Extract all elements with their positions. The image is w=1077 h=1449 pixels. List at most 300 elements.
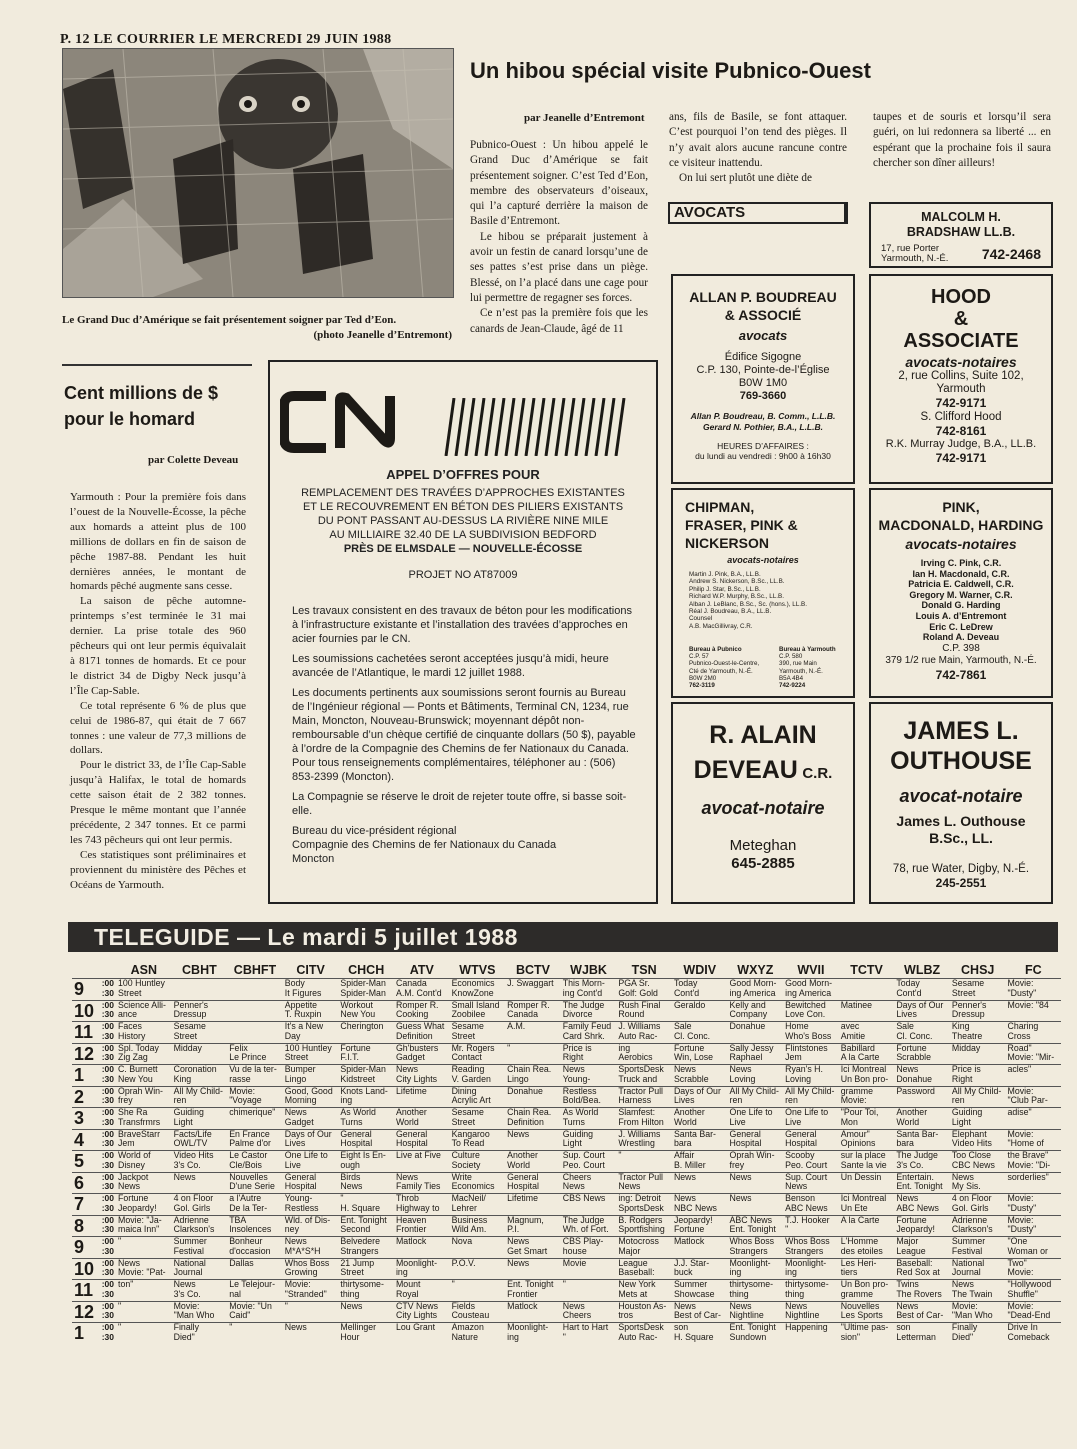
schedule-row [72,1280,1061,1302]
program-cell [116,1280,172,1302]
program-line: De la Ter- [229,1202,268,1213]
program-cell [783,1280,839,1302]
program-cell [894,1022,950,1044]
program-cell [116,1108,172,1130]
chipman-role: avocats-notaires [727,555,799,565]
program-cell [172,1172,228,1194]
program-line: "Hollywood [1007,1279,1052,1289]
program-line: Major [618,1245,641,1256]
program-cell [728,1301,784,1323]
minute-labels [102,1280,114,1299]
program-cell [839,1301,895,1323]
program-line: Small Island [451,1000,500,1010]
program-line: Flintstones [785,1043,828,1053]
program-line: Finally [951,1322,978,1332]
boudreau-hours: HEURES D’AFFAIRES : [717,441,809,451]
program-line: Sup. Court [785,1172,828,1182]
program-line: Right [562,1052,584,1063]
program-line: Guiding [562,1129,594,1139]
program-line: Days of Our [284,1129,332,1139]
program-line: Another [395,1107,427,1117]
program-line: The Judge [896,1150,938,1160]
chipman-office-line: B5A 4B4 [779,674,804,682]
program-line: house [562,1245,587,1256]
hood-name: HOOD [931,286,991,308]
program-line: Bumper [284,1064,316,1074]
program-line: son [673,1322,689,1332]
minute-label: :30 [101,1267,114,1278]
program-cell [728,1258,784,1280]
program-line: News [507,1258,530,1268]
program-cell [116,1194,172,1216]
minute-labels [102,1087,114,1106]
program-cell [283,1215,339,1237]
boudreau-address-line: C.P. 130, Pointe-de-l’Église [696,364,830,376]
program-line: ough [340,1159,360,1170]
program-cell [116,1043,172,1065]
program-line: Light [173,1116,193,1127]
program-line: "Stranded" [284,1288,327,1299]
hood-name: ASSOCIATE [903,330,1019,352]
program-line: Affair [673,1150,695,1160]
program-line: Benson [785,1193,815,1203]
program-cell [505,1172,561,1194]
program-line: World [507,1159,530,1170]
program-line: Society [451,1159,481,1170]
cn-paragraph: La Compagnie se réserve le droit de rejeter toute offre, si basse soit-elle. [292,791,627,817]
program-line: nal [229,1288,241,1299]
time-slot [72,1108,116,1130]
schedule-row [72,1194,1061,1216]
hood-address-line: 2, rue Collins, Suite 102, [898,370,1024,382]
program-line: Hart to Hart [562,1322,609,1332]
program-cell [616,979,672,1001]
cn-paragraph: Les travaux consistent en des travaux de béton pour les modifications à l’infrastructure existante et l’installation des travées d’approches en acier fournies par le CN. [292,605,632,645]
program-line: Scrabble [673,1073,709,1084]
program-line: Today [896,978,920,988]
program-cell [227,1065,283,1087]
program-cell [839,1000,895,1022]
minute-label: :30 [101,1138,114,1149]
program-line: A la Carte [840,1215,880,1225]
program-line: All My Child- [785,1086,835,1096]
program-line: The Twain [951,1288,993,1299]
boudreau-ad [671,274,855,484]
channel-header: TSN [631,963,657,977]
program-line: maica Inn" [118,1224,160,1235]
teleguide-channel-row [72,962,1061,979]
program-line: Sale [896,1021,914,1031]
program-line: League [896,1245,926,1256]
program-cell [672,1022,728,1044]
time-slot [72,979,116,1001]
minute-label: :30 [101,987,114,998]
program-cell [561,1108,617,1130]
minute-label: :00 [101,1172,114,1182]
hibou-headline: Un hibou spécial visite Pubnico-Ouest [470,58,871,83]
program-cell [672,1108,728,1130]
program-line: General [395,1129,428,1139]
program-line: Rush Final [618,1000,661,1010]
program-cell [783,1129,839,1151]
program-cell [561,1280,617,1302]
program-line: F.I.T. [340,1052,359,1063]
chipman-office-line: Pubnico-Ouest-le-Centre, [689,660,760,668]
pink-member: Roland A. Deveau [922,632,1000,643]
program-line: " [118,1301,122,1311]
program-cell [783,1022,839,1044]
program-line: Movie: [951,1301,978,1311]
program-line: Auto Rac- [618,1331,658,1342]
program-line: P.O.V. [451,1258,476,1268]
program-line: H. Square [673,1331,714,1342]
program-line: Facts/Life [173,1129,212,1139]
program-line: Bold/Bea. [562,1095,601,1106]
program-cell [172,1215,228,1237]
program-line: BraveStarr [118,1129,161,1139]
program-cell [950,1280,1006,1302]
program-line: D'une Serie [229,1181,275,1192]
program-line: SportsDesk [618,1064,664,1074]
program-line: Golf: Gold [618,987,658,998]
program-line: Dressup [173,1009,207,1020]
program-cell [894,1258,950,1280]
program-cell [728,1086,784,1108]
chipman-member: Alban J. LeBlanc, B.Sc., Sc. (hons.), LL.B. [689,600,807,608]
program-cell [338,1129,394,1151]
program-line: Sesame [173,1021,206,1031]
program-line: Amazon [451,1322,484,1332]
channel-header: FC [1024,963,1042,977]
program-line: ance [118,1009,138,1020]
minute-labels [102,1065,114,1084]
program-cell [505,1280,561,1302]
program-line: Ici Montreal [840,1064,887,1074]
program-line: SportsDesk [618,1322,664,1332]
program-line: TBA [229,1215,247,1225]
program-cell [894,1237,950,1259]
program-cell [672,1151,728,1173]
program-line: Sante la vie [840,1159,887,1170]
program-cell [172,1258,228,1280]
program-cell [839,1258,895,1280]
program-line: Movie: [1007,1193,1034,1203]
program-line: Lou Grant [395,1322,436,1332]
program-cell [950,1151,1006,1173]
program-line: sion" [840,1331,860,1342]
program-cell [728,1065,784,1087]
program-cell [561,1301,617,1323]
program-line: Nightline [729,1310,764,1321]
program-line: Letterman [896,1331,936,1342]
program-cell [616,1129,672,1151]
program-line: " [507,1043,511,1053]
program-line: Midday [951,1043,981,1053]
program-cell [561,1086,617,1108]
time-slot [72,1022,116,1044]
minute-label: :00 [101,1043,114,1053]
chipman-office-line: Cté de Yarmouth, N.-É. [689,667,753,675]
minute-label: :00 [101,1107,114,1117]
program-line: Hospital [507,1181,539,1192]
program-line: Wh. of Fort. [562,1224,609,1235]
program-line: M*A*S*H [284,1245,321,1256]
program-line: " [562,1279,566,1289]
program-line: CBC News [951,1159,995,1170]
minute-label: :30 [101,1288,114,1299]
program-line: Tractor Pull [618,1172,663,1182]
program-cell [505,1151,561,1173]
program-line: Movie: [1007,1215,1034,1225]
program-line: Showcase [673,1288,715,1299]
program-cell [116,1172,172,1194]
program-cell [616,1323,672,1344]
program-line: Movie: "Ja- [118,1215,162,1225]
minute-label: :00 [101,1064,114,1074]
program-cell [116,1000,172,1022]
program-line: Sesame [451,1021,484,1031]
channel-header: CHSJ [961,963,995,977]
hood-member: R.K. Murray Judge, B.A., LL.B. [885,438,1037,450]
homard-headline: Cent millions de $ pour le homard [64,383,219,429]
program-cell [672,1323,728,1344]
program-line: Knots Land- [340,1086,388,1096]
program-line: Coronation [173,1064,217,1074]
minute-label: :00 [101,1301,114,1311]
program-line: Second [340,1224,371,1235]
chipman-office-line: 762-3119 [689,682,715,690]
program-line: Movie: "Un [229,1301,272,1311]
program-line: Hospital [729,1138,762,1149]
channel-header: ATV [409,963,434,977]
program-cell [616,1108,672,1130]
program-line: J.J. Star- [673,1258,710,1268]
program-line: One Life to [729,1107,773,1117]
program-line: Love Con. [785,1009,826,1020]
program-line: Cross [1007,1030,1031,1041]
program-line: Wrestling [618,1138,655,1149]
program-line: son [896,1322,911,1332]
pink-ad [869,488,1053,698]
deveau-role: avocat-notaire [701,798,825,818]
program-cell [561,1258,617,1280]
program-line: Days of Our [896,1000,944,1010]
program-line: Ent. Tonight [896,1181,943,1192]
cn-paragraph: Les documents pertinents aux soumissions seront fournis au Bureau de l’Ingénieur régional — Ponts et Bâtiments, Terminal CN, 1234, rue Main, Moncton, Nouveau-Brunswick; moyennant dépôt non-remboursable d’un chèque certifié de cinquante dollars (50 $), payable à l’ordre de la Compagnie des Chemins de fer Nationaux du Canada. Pour tous renseignements complémentaires, téléphoner au : (506) 853-2399 (Moncton). [292,687,636,783]
program-line: Gadget [284,1116,314,1127]
outhouse-address: 78, rue Water, Digby, N.-É. [892,863,1030,875]
page-header: P. 12 LE COURRIER LE MERCREDI 29 JUIN 1988 [60,32,392,47]
bradshaw-name: BRADSHAW LL.B. [906,225,1016,239]
cn-signature-line: Moncton [292,853,335,865]
minute-label: :00 [101,1322,114,1332]
program-line: Tractor Pull [618,1086,663,1096]
hood-ad [869,274,1053,484]
program-cell [894,1280,950,1302]
program-line: Oprah Win- [729,1150,775,1160]
program-cell [839,1323,895,1344]
program-line: The Judge [562,1000,605,1010]
program-cell [672,1000,728,1022]
program-line: Heaven [395,1215,427,1225]
program-line: News [562,1064,585,1074]
program-line: Oprah Win- [118,1086,163,1096]
program-cell [728,1215,784,1237]
program-line: thing [785,1288,805,1299]
cn-paragraph: Les soumissions cachetées seront acceptées jusqu’à midi, heure avancée de l’Atlantique, le mardi 12 juillet 1988. [292,653,609,679]
program-line: Matlock [673,1236,705,1246]
program-cell [616,1237,672,1259]
program-line: New York [618,1279,656,1289]
program-line: d'occasion [229,1245,271,1256]
chipman-name: CHIPMAN, [685,499,755,515]
schedule-row [72,1086,1061,1108]
program-line: tros [618,1310,634,1321]
program-cell [616,1172,672,1194]
program-line: Harness [618,1095,652,1106]
homard-paragraph: La saison de pêche automne-printemps s’est terminée le 31 mai dernier. La prise totale des 960 pêcheurs qui ont leur permis équivalait à 8171 tonnes de homards. Et ce pour le district 34 de Digby Neck jusqu’à l’Île Cap-Sable. [70,595,246,697]
program-line: ren [951,1095,965,1106]
program-line: Movie [562,1258,587,1268]
channel-header: TCTV [850,963,883,977]
program-line: Live [729,1116,746,1127]
hibou-paragraph: Pubnico-Ouest : Un hibou appelé le Grand Duc d’Amérique se fait présentement soigner. C’est Ted d’Eon, membre des observateurs d’oiseaux, qui l’a capturé derrière la maison de Basile d’Entremont. [470,139,648,228]
time-slot [72,1151,116,1173]
program-cell [728,1043,784,1065]
program-cell [1006,1065,1062,1087]
minute-labels [102,1237,114,1256]
program-line: KnowZone [451,987,494,998]
chipman-office-pubnico [689,646,759,689]
program-cell [505,1323,561,1344]
program-line: News [951,1279,974,1289]
program-line: Matlock [507,1301,538,1311]
program-cell [783,1108,839,1130]
program-line: Insolences [229,1224,272,1235]
program-cell [783,1237,839,1259]
minute-label: :30 [101,1159,114,1170]
program-line: Hour [340,1331,360,1342]
program-line: As World [562,1107,599,1117]
program-line: 3's Co. [896,1159,924,1170]
program-cell [616,1151,672,1173]
program-cell [394,1086,450,1108]
program-line: News [673,1193,696,1203]
program-line: Sup. Court [562,1150,605,1160]
program-line: Nouvelles [229,1172,268,1182]
program-line: News [562,1301,585,1311]
program-line: Card Shrk. [562,1030,605,1041]
program-line: Fortune [118,1193,149,1203]
program-line: News [785,1181,808,1192]
program-cell [728,1194,784,1216]
program-line: Turns [562,1116,585,1127]
time-slot [72,1086,116,1108]
channel-header: WXYZ [737,963,774,977]
program-line: Babillard [840,1043,875,1053]
program-line: "Dusty" [1007,1224,1037,1235]
program-cell [338,1086,394,1108]
hibou-column-3 [873,110,1051,171]
program-cell [116,1086,172,1108]
minute-label: :00 [101,1150,114,1160]
program-line: thing [340,1288,360,1299]
schedule-row [72,1065,1061,1087]
program-cell [839,979,895,1001]
program-line: "One [1007,1236,1028,1246]
program-line: Cousteau [451,1310,490,1321]
program-line: Clarkson's [173,1224,215,1235]
program-cell [338,1108,394,1130]
program-line: ing America [729,987,776,998]
program-line: T. Ruxpin [284,1009,322,1020]
program-line: ing [340,1095,353,1106]
program-cell [672,1237,728,1259]
cn-heading-block [288,468,638,582]
chipman-member: Counsel [689,615,713,623]
program-cell [783,1301,839,1323]
boudreau-name: & ASSOCIÉ [724,307,802,323]
time-slot [72,1129,116,1151]
program-line: P.I. [507,1224,520,1235]
program-line: " [229,1322,233,1332]
program-cell [505,1086,561,1108]
program-cell [839,1108,895,1130]
program-cell [450,1323,506,1344]
program-line: MacNeil/ [451,1193,486,1203]
hood-phone: 742-8161 [935,424,987,438]
program-cell [450,1086,506,1108]
program-line: Penner's [951,1000,987,1010]
program-line: Chain Rea. [507,1064,552,1074]
cn-logo [280,390,430,454]
program-line: Turns [340,1116,363,1127]
program-cell [783,1215,839,1237]
program-line: Jem [118,1138,135,1149]
schedule-row [72,1258,1061,1280]
program-line: Lives [673,1095,695,1106]
program-line: Nightline [785,1310,820,1321]
program-cell [839,1022,895,1044]
minute-label: :00 [101,1236,114,1246]
program-line: Business [451,1215,488,1225]
program-line: As World [340,1107,376,1117]
program-line: She Ra [118,1107,148,1117]
program-cell [394,1301,450,1323]
hour-label: 2 [74,1086,85,1107]
program-line: Definition [395,1030,433,1041]
program-cell [172,1086,228,1108]
program-line: SportsDesk [618,1202,664,1213]
program-cell [950,1258,1006,1280]
hood-member: S. Clifford Hood [920,411,1002,423]
program-cell [394,1258,450,1280]
boudreau-hours: du lundi au vendredi : 9h00 à 16h30 [695,451,831,461]
program-line: Whos Boss [785,1236,830,1246]
outhouse-full-name: James L. Outhouse [896,813,1026,829]
program-cell [783,979,839,1001]
program-cell [1006,1194,1062,1216]
program-cell [450,1280,506,1302]
program-line: Ent. Tonight [729,1224,776,1235]
program-cell [1006,1086,1062,1108]
program-cell [283,1258,339,1280]
program-line: sorderlies" [1007,1172,1049,1182]
program-line: ing [729,1267,742,1278]
channel-header: WDIV [683,963,717,977]
program-line: Movie: [1007,1129,1034,1139]
program-line: Spider-Man [340,1064,386,1074]
